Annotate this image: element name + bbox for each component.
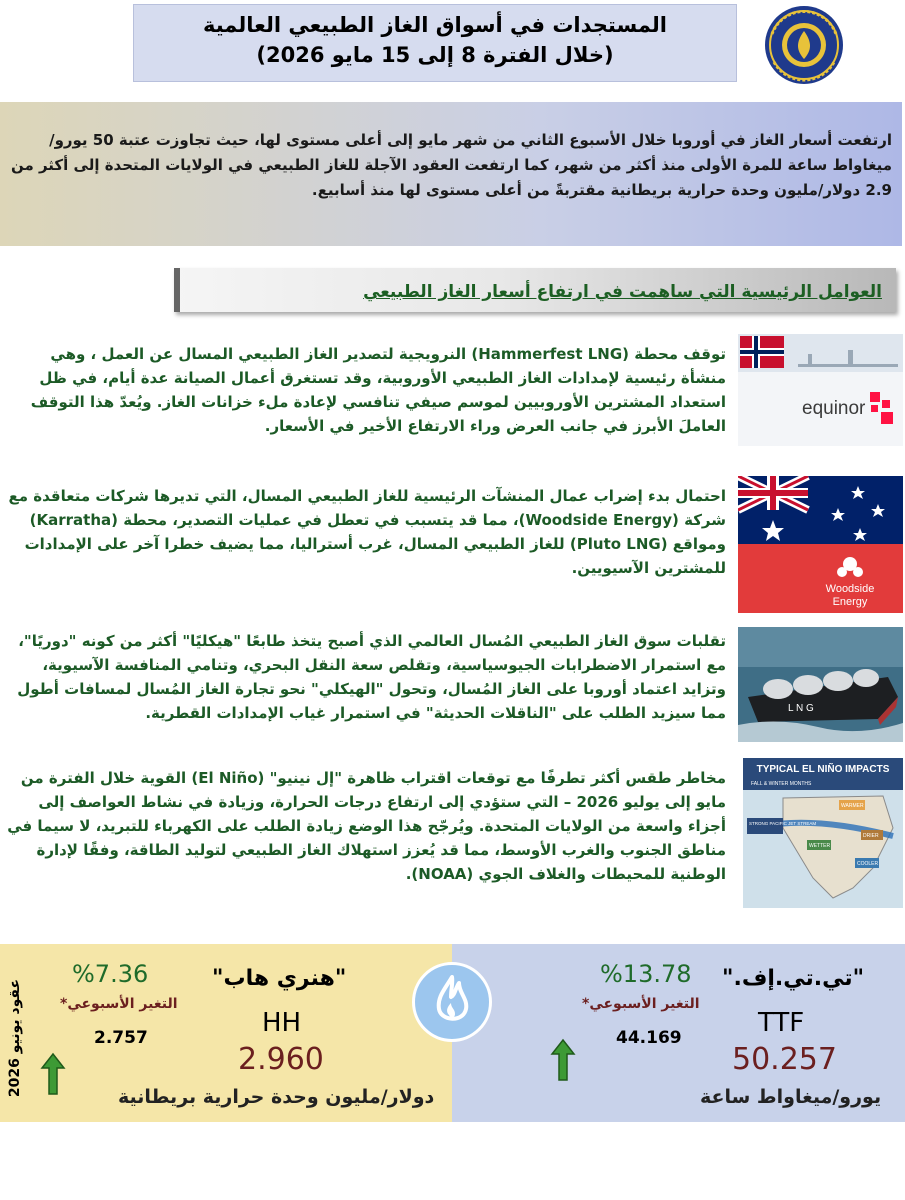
hh-up-arrow-icon [40, 1052, 66, 1096]
flame-icon-circle [412, 962, 492, 1042]
svg-text:FALL & WINTER MONTHS: FALL & WINTER MONTHS [751, 781, 812, 787]
union-jack-icon [738, 476, 808, 510]
factor-hammerfest: توقف محطة (Hammerfest LNG) النرويجية لتصدير الغاز الطبيعي المسال عن العمل ، وهي منشأة رئيسية لإمدادات الغاز الطبيعي الأوروبية، وقد تستغرق أعمال الصيانة عدة أيام، في ظل استعداد المشترين الأوروبيين لموسم صيفي تنافسي لإعادة ملء خزانات الغاز. ويُعدّ هذا التوقف العاملَ الأبرز في جانب العرض وراء الارتفاع الأخير في الأسعار. [30, 345, 726, 435]
summary-text: ارتفعت أسعار الغاز في أوروبا خلال الأسبوع الثاني من شهر مايو إلى أعلى مستوى لها، حيث تجاوزت عتبة 50 يورو/ميغاواط ساعة للمرة الأولى منذ أكثر من شهر، كما ارتفعت العقود الآجلة للغاز الطبيعي في الولايات المتحدة إلى أكثر من 2.9 دولار/مليون وحدة حرارية بريطانية مقتربةً من أعلى مستوى لها منذ أسابيع. [10, 131, 892, 199]
lng-tanker-graphic [738, 627, 903, 742]
hh-previous-price: 2.757 [94, 1028, 148, 1048]
woodside-image [738, 476, 903, 613]
factor-el-nino: مخاطر طقس أكثر تطرفًا مع توقعات اقتراب ظاهرة "إل نينيو" (El Niño) القوية خلال الفترة من مايو إلى يوليو 2026 – التي ستؤدي إلى ارتفاع درجات الحرارة، وزيادة في نشاط العواصف إلى أجزاء واسعة من الولايات المتحدة. ويُرجّح هذا الوضع زيادة الطلب على الكهرباء للتبريد، لا سيما في مناطق الجنوب والغرب الأوسط، مما قد يُعزز استهلاك الغاز الطبيعي لتوليد الطاقة، وفقًا لإدارة الوطنية للمحيطات والغلاف الجوي (NOAA). [7, 769, 726, 883]
factor-lng-market: تقلبات سوق الغاز الطبيعي المُسال العالمي الذي أصبح يتخذ طابعًا "هيكليًا" أكثر من كونه "دوريًا"، مع استمرار الاضطرابات الجيوسياسية، وتقلص سعة النقل البحري، وتنامي المنافسة الآسيوية، وتزايد اعتماد أوروبا على الغاز المُسال، وتحول "الهيكلي" نحو تجارة الغاز المُسال لمسافات أطول مما سيزيد الطلب على "الناقلات الحديثة" في استمرار غياب الإمدادات القطرية. [17, 632, 726, 722]
contract-label: عقود يونيو 2026 [7, 978, 23, 1098]
ttf-weekly-change: %13.78 [600, 960, 692, 988]
ttf-weekly-label: التغير الأسبوعي* [582, 996, 700, 1012]
section-title: العوامل الرئيسية التي ساهمت في ارتفاع أسعار الغاز الطبيعي [363, 282, 882, 302]
hh-weekly-change: %7.36 [72, 960, 149, 988]
page-title: المستجدات في أسواق الغاز الطبيعي العالمية [203, 13, 667, 37]
norway-flag-equinor-graphic [738, 334, 903, 446]
svg-text:WETTER: WETTER [809, 843, 831, 849]
norway-flag-icon [740, 336, 784, 368]
ttf-price: 50.257 [732, 1042, 837, 1077]
svg-text:equinor: equinor [802, 398, 866, 419]
flame-icon [415, 965, 489, 1039]
hh-price: 2.960 [238, 1042, 324, 1077]
svg-text:COOLER: COOLER [857, 861, 879, 867]
el-nino-map-graphic [743, 758, 903, 908]
svg-text:WARMER: WARMER [841, 803, 864, 809]
svg-text:DRIER: DRIER [863, 833, 879, 839]
lng-tanker-image [738, 627, 903, 742]
svg-text:L N G: L N G [788, 703, 814, 714]
ttf-up-arrow-icon [550, 1038, 576, 1082]
title-box [133, 4, 737, 82]
ttf-code: TTF [758, 1008, 805, 1038]
section-heading [174, 268, 896, 312]
organization-logo [760, 4, 848, 86]
factor-woodside: احتمال بدء إضراب عمال المنشآت الرئيسية للغاز الطبيعي المسال، التي تديرها شركات متعاقدة مع شركة (Woodside Energy)، مما قد يتسبب في تعطل في عمليات التصدير، محطة (Karratha) ومواقع (Pluto LNG) للغاز الطبيعي المسال، غرب أستراليا، مما يضيف خطرا آخر على الإمدادات للمشترين الآسيويين. [8, 487, 726, 577]
page-subtitle: (خلال الفترة 8 إلى 15 مايو 2026) [256, 43, 614, 67]
hh-weekly-label: التغير الأسبوعي* [60, 996, 178, 1012]
section-heading-bar [174, 268, 180, 312]
equinor-image [738, 334, 903, 446]
australia-flag-woodside-graphic [738, 476, 903, 613]
hh-code: HH [262, 1008, 302, 1038]
svg-text:Energy: Energy [832, 596, 868, 608]
svg-text:Woodside: Woodside [825, 583, 875, 595]
ttf-previous-price: 44.169 [616, 1028, 682, 1048]
ttf-name: "تي.تي.إف." [722, 966, 865, 991]
svg-text:TYPICAL EL NIÑO IMPACTS: TYPICAL EL NIÑO IMPACTS [756, 764, 890, 775]
el-nino-map-image [743, 758, 903, 908]
svg-text:STRONG PACIFIC JET STREAM: STRONG PACIFIC JET STREAM [749, 821, 817, 826]
summary-box [0, 102, 902, 246]
ttf-unit: يورو/ميغاواط ساعة [700, 1086, 882, 1108]
hh-name: "هنري هاب" [212, 966, 347, 991]
hh-unit: دولار/مليون وحدة حرارية بريطانية [118, 1086, 435, 1108]
